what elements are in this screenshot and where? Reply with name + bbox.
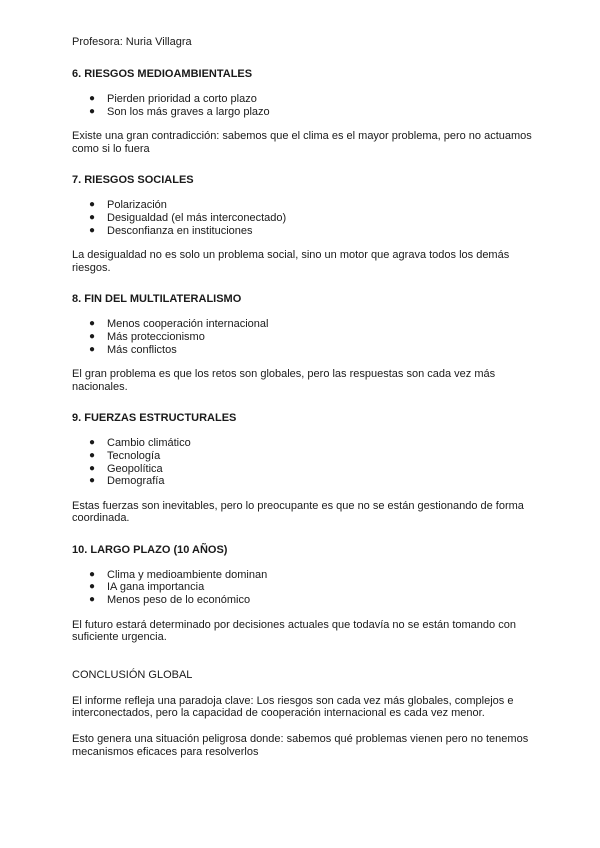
bullet-icon: ● [89, 594, 96, 606]
bullet-icon: ● [89, 343, 96, 355]
bullet-icon: ● [89, 199, 96, 211]
bullet-icon: ● [89, 462, 96, 474]
author-line: Profesora: Nuria Villagra [72, 36, 192, 48]
list-item-text: Pierden prioridad a corto plazo [107, 93, 257, 105]
section-paragraph: El futuro estará determinado por decisiones actuales que todavía no se están tomando con suficiente urgencia. [72, 618, 516, 644]
bullet-icon: ● [89, 105, 96, 117]
conclusion-heading: CONCLUSIÓN GLOBAL [72, 668, 193, 681]
list-item [89, 331, 534, 344]
list-item [89, 225, 534, 238]
bullet-icon: ● [89, 330, 96, 342]
list-item-text: Más conflictos [107, 343, 177, 356]
list-item-text: Desconfianza en instituciones [107, 224, 253, 237]
bullet-list [72, 199, 534, 237]
section-paragraph: Estas fuerzas son inevitables, pero lo preocupante es que no se están gestionando de forma coordinada. [72, 499, 524, 525]
list-item-text: IA gana importancia [107, 581, 205, 594]
bullet-icon: ● [89, 568, 96, 580]
list-item [89, 344, 534, 357]
conclusion-paragraph: El informe refleja una paradoja clave: Los riesgos son cada vez más globales, complejos e interconectados, pero la capacidad de cooperación internacional es cada vez menor. [72, 694, 514, 720]
list-item-text: Clima y medioambiente dominan [107, 568, 268, 581]
list-item [89, 318, 534, 331]
section-riesgos-sociales [72, 174, 534, 274]
bullet-icon: ● [89, 437, 96, 449]
section-heading: 6. RIESGOS MEDIOAMBIENTALES [72, 68, 253, 80]
list-item [89, 437, 534, 450]
section-riesgos-medioambientales [72, 68, 534, 155]
list-item-text: Cambio climático [107, 437, 191, 450]
list-item [89, 581, 534, 594]
bullet-icon: ● [89, 211, 96, 223]
list-item [89, 475, 534, 488]
list-item-text: Son los más graves a largo plazo [107, 105, 270, 118]
bullet-icon: ● [89, 581, 96, 593]
list-item [89, 212, 534, 225]
section-heading: 7. RIESGOS SOCIALES [72, 174, 194, 187]
bullet-list [72, 318, 534, 356]
list-item-text: Menos cooperación internacional [107, 318, 269, 331]
bullet-icon: ● [89, 475, 96, 487]
list-item [89, 569, 534, 582]
section-heading: 8. FIN DEL MULTILATERALISMO [72, 293, 242, 306]
list-item-text: Más proteccionismo [107, 330, 205, 343]
list-item-text: Desigualdad (el más interconectado) [107, 211, 287, 224]
section-heading: 9. FUERZAS ESTRUCTURALES [72, 412, 237, 425]
bullet-icon: ● [89, 318, 96, 330]
list-item [89, 199, 534, 212]
list-item [89, 594, 534, 607]
list-item-text: Geopolítica [107, 462, 163, 475]
list-item [89, 463, 534, 476]
conclusion-paragraph: Esto genera una situación peligrosa donde: sabemos qué problemas vienen pero no tenemos mecanismos eficaces para resolverlos [72, 733, 529, 758]
list-item [89, 106, 534, 119]
bullet-list [72, 93, 534, 118]
section-paragraph: Existe una gran contradicción: sabemos que el clima es el mayor problema, pero no actuamos como si lo fuera [72, 130, 532, 155]
list-item-text: Menos peso de lo económico [107, 594, 251, 607]
bullet-icon: ● [89, 93, 96, 104]
bullet-icon: ● [89, 449, 96, 461]
bullet-icon: ● [89, 224, 96, 236]
list-item-text: Demografía [107, 475, 165, 488]
section-heading: 10. LARGO PLAZO (10 AÑOS) [72, 543, 228, 556]
document-page [72, 36, 534, 758]
section-largo-plazo [72, 544, 534, 644]
bullet-list [72, 437, 534, 487]
conclusion-section [72, 669, 534, 758]
list-item [89, 93, 534, 106]
section-paragraph: La desigualdad no es solo un problema social, sino un motor que agrava todos los demás riesgos. [72, 249, 510, 274]
section-fin-multilateralismo [72, 293, 534, 393]
list-item-text: Tecnología [107, 449, 161, 462]
section-paragraph: El gran problema es que los retos son globales, pero las respuestas son cada vez más nacionales. [72, 368, 496, 393]
list-item-text: Polarización [107, 199, 167, 212]
bullet-list [72, 569, 534, 607]
section-fuerzas-estructurales [72, 412, 534, 525]
list-item [89, 450, 534, 463]
